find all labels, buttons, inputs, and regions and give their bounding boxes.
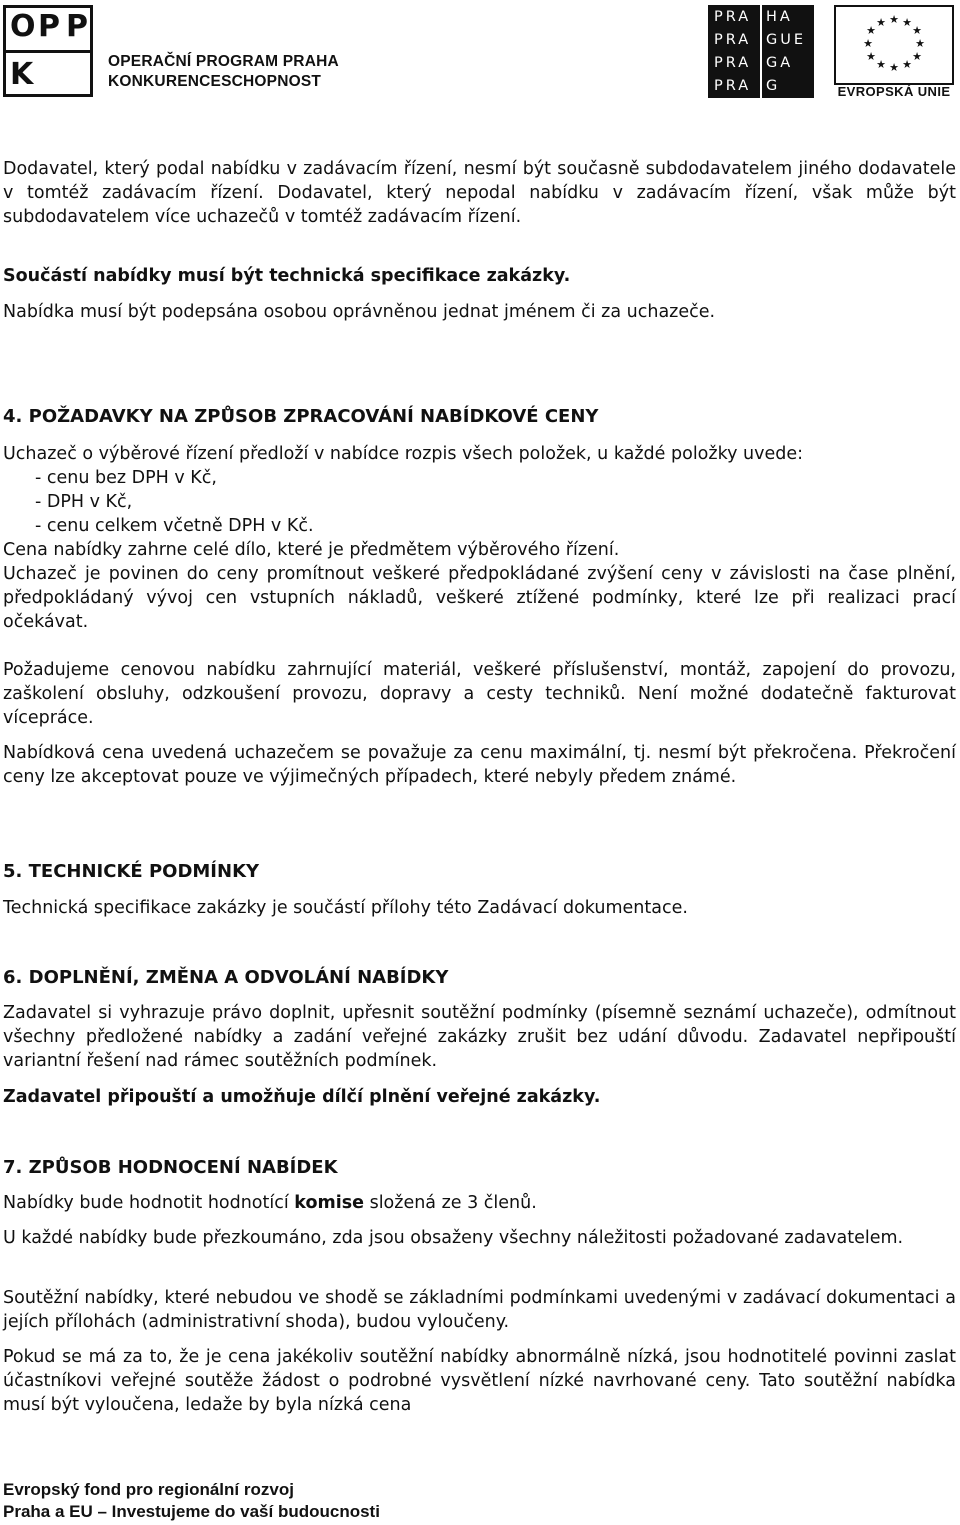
section-6-bold-statement: Zadavatel připouští a umožňuje dílčí plnění veřejné zakázky. xyxy=(3,1087,601,1107)
section-4-paragraph-3: Uchazeč je povinen do ceny promítnout veškeré předpokládané zvýšení ceny v závislosti na čase plnění, předpokládaný vývoj cen vstupních nákladů, veškeré ztížené podmínky, které lze při realizaci prací očekávat. xyxy=(3,564,956,632)
oppk-letter-k: K xyxy=(10,57,34,92)
section-7-p1-bold: komise xyxy=(294,1193,365,1213)
svg-text:★: ★ xyxy=(889,13,899,26)
praha-left-1: PRA xyxy=(714,9,752,25)
svg-text:★: ★ xyxy=(876,16,886,29)
praha-logo xyxy=(708,5,814,98)
intro-paragraph-1: Dodavatel, který podal nabídku v zadávacím řízení, nesmí být současně subdodavatelem jiného dodavatele v tomtéž zadávacím řízení. Dodavatel, který nepodal nabídku v zadávacím řízení, však může být subdodavatelem více uchazečů v tomtéž zadávacím řízení. xyxy=(3,159,956,227)
svg-text:★: ★ xyxy=(866,24,876,37)
praha-right-4: G xyxy=(766,78,781,94)
svg-text:★: ★ xyxy=(902,16,912,29)
section-4-paragraph-5: Nabídková cena uvedená uchazečem se považuje za cenu maximální, tj. nesmí být překročena. Překročení ceny lze akceptovat pouze ve výjimečných případech, které nebyly předem známé. xyxy=(3,743,956,787)
oppk-name-line2: KONKURENCESCHOPNOST xyxy=(108,73,322,90)
praha-logo-divider xyxy=(760,5,762,98)
praha-left-3: PRA xyxy=(714,55,752,71)
svg-text:★: ★ xyxy=(912,50,922,63)
praha-left-2: PRA xyxy=(714,32,752,48)
section-7-paragraph-2: U každé nabídky bude přezkoumáno, zda jsou obsaženy všechny náležitosti požadované zadavatelem. xyxy=(3,1228,904,1248)
praha-right-2: GUE xyxy=(766,32,807,48)
section-4-paragraph-1: Uchazeč o výběrové řízení předloží v nabídce rozpis všech položek, u každé položky uvede: xyxy=(3,444,803,464)
section-4-paragraph-4: Požadujeme cenovou nabídku zahrnující materiál, veškeré příslušenství, montáž, zapojení do provozu, zaškolení obsluhy, odzkoušení provozu, dopravy a cesty techniků. Není možné dodatečně fakturovat vícepráce. xyxy=(3,660,956,728)
oppk-divider-h xyxy=(3,50,93,53)
section-4-list-item-1: - cenu bez DPH v Kč, xyxy=(35,468,217,488)
footer-line-2: Praha a EU – Investujeme do vaší budoucnosti xyxy=(3,1502,380,1521)
section-7-p1-before: Nabídky bude hodnotit hodnotící xyxy=(3,1193,295,1213)
praha-right-3: GA xyxy=(766,55,794,71)
intro-paragraph-2: Nabídka musí být podepsána osobou oprávněnou jednat jménem či za uchazeče. xyxy=(3,302,716,322)
intro-bold-statement: Součástí nabídky musí být technická specifikace zakázky. xyxy=(3,266,571,286)
svg-text:★: ★ xyxy=(889,61,899,74)
praha-left-4: PRA xyxy=(714,78,752,94)
oppk-letter-o: O xyxy=(10,9,36,44)
section-7-paragraph-1 xyxy=(3,1191,956,1215)
section-4-heading: 4. POŽADAVKY NA ZPŮSOB ZPRACOVÁNÍ NABÍDKOVÉ CENY xyxy=(3,406,599,427)
section-7-paragraph-3: Soutěžní nabídky, které nebudou ve shodě se základními podmínkami uvedenými v zadávací dokumentaci a jejích přílohách (administrativní shoda), budou vyloučeny. xyxy=(3,1288,956,1332)
svg-text:★: ★ xyxy=(902,58,912,71)
oppk-letter-p1: P xyxy=(38,9,60,44)
section-4-list-item-2: - DPH v Kč, xyxy=(35,492,133,512)
section-5-heading: 5. TECHNICKÉ PODMÍNKY xyxy=(3,861,260,882)
section-7-heading: 7. ZPŮSOB HODNOCENÍ NABÍDEK xyxy=(3,1157,338,1178)
section-4-paragraph-2: Cena nabídky zahrne celé dílo, které je předmětem výběrového řízení. xyxy=(3,540,620,560)
svg-text:★: ★ xyxy=(912,24,922,37)
oppk-name-line1: OPERAČNÍ PROGRAM PRAHA xyxy=(108,53,339,70)
section-5-paragraph-1: Technická specifikace zakázky je součástí přílohy této Zadávací dokumentace. xyxy=(3,898,688,918)
eu-logo-label: EVROPSKÁ UNIE xyxy=(837,84,951,99)
section-6-paragraph-1: Zadavatel si vyhrazuje právo doplnit, upřesnit soutěžní podmínky (písemně seznámí uchazeče), odmítnout všechny předložené nabídky a zadání veřejné zakázky zrušit bez udání důvodu. Zadavatel nepřipouští variantní řešení nad rámec soutěžních podmínek. xyxy=(3,1003,956,1071)
section-6-heading: 6. DOPLNĚNÍ, ZMĚNA A ODVOLÁNÍ NABÍDKY xyxy=(3,967,449,988)
section-7-p1-after: složená ze 3 členů. xyxy=(364,1193,537,1213)
svg-text:★: ★ xyxy=(866,50,876,63)
section-7-paragraph-4: Pokud se má za to, že je cena jakékoliv soutěžní nabídky abnormálně nízká, jsou hodnotitelé povinni zaslat účastníkovi veřejné soutěže žádost o podrobné vysvětlení nízké navrhované ceny. Tato soutěžní nabídka musí být vyloučena, ledaže by byla nízká cena xyxy=(3,1347,956,1415)
footer-line-1: Evropský fond pro regionální rozvoj xyxy=(3,1480,294,1499)
svg-text:★: ★ xyxy=(876,58,886,71)
svg-text:★: ★ xyxy=(915,37,925,50)
section-4-list-item-3: - cenu celkem včetně DPH v Kč. xyxy=(35,516,314,536)
oppk-logo xyxy=(0,0,340,100)
oppk-letter-p2: P xyxy=(66,9,88,44)
praha-right-1: HA xyxy=(766,9,793,25)
svg-text:★: ★ xyxy=(863,37,873,50)
eu-stars-svg xyxy=(836,7,952,83)
eu-stars-flag-icon xyxy=(834,5,954,85)
